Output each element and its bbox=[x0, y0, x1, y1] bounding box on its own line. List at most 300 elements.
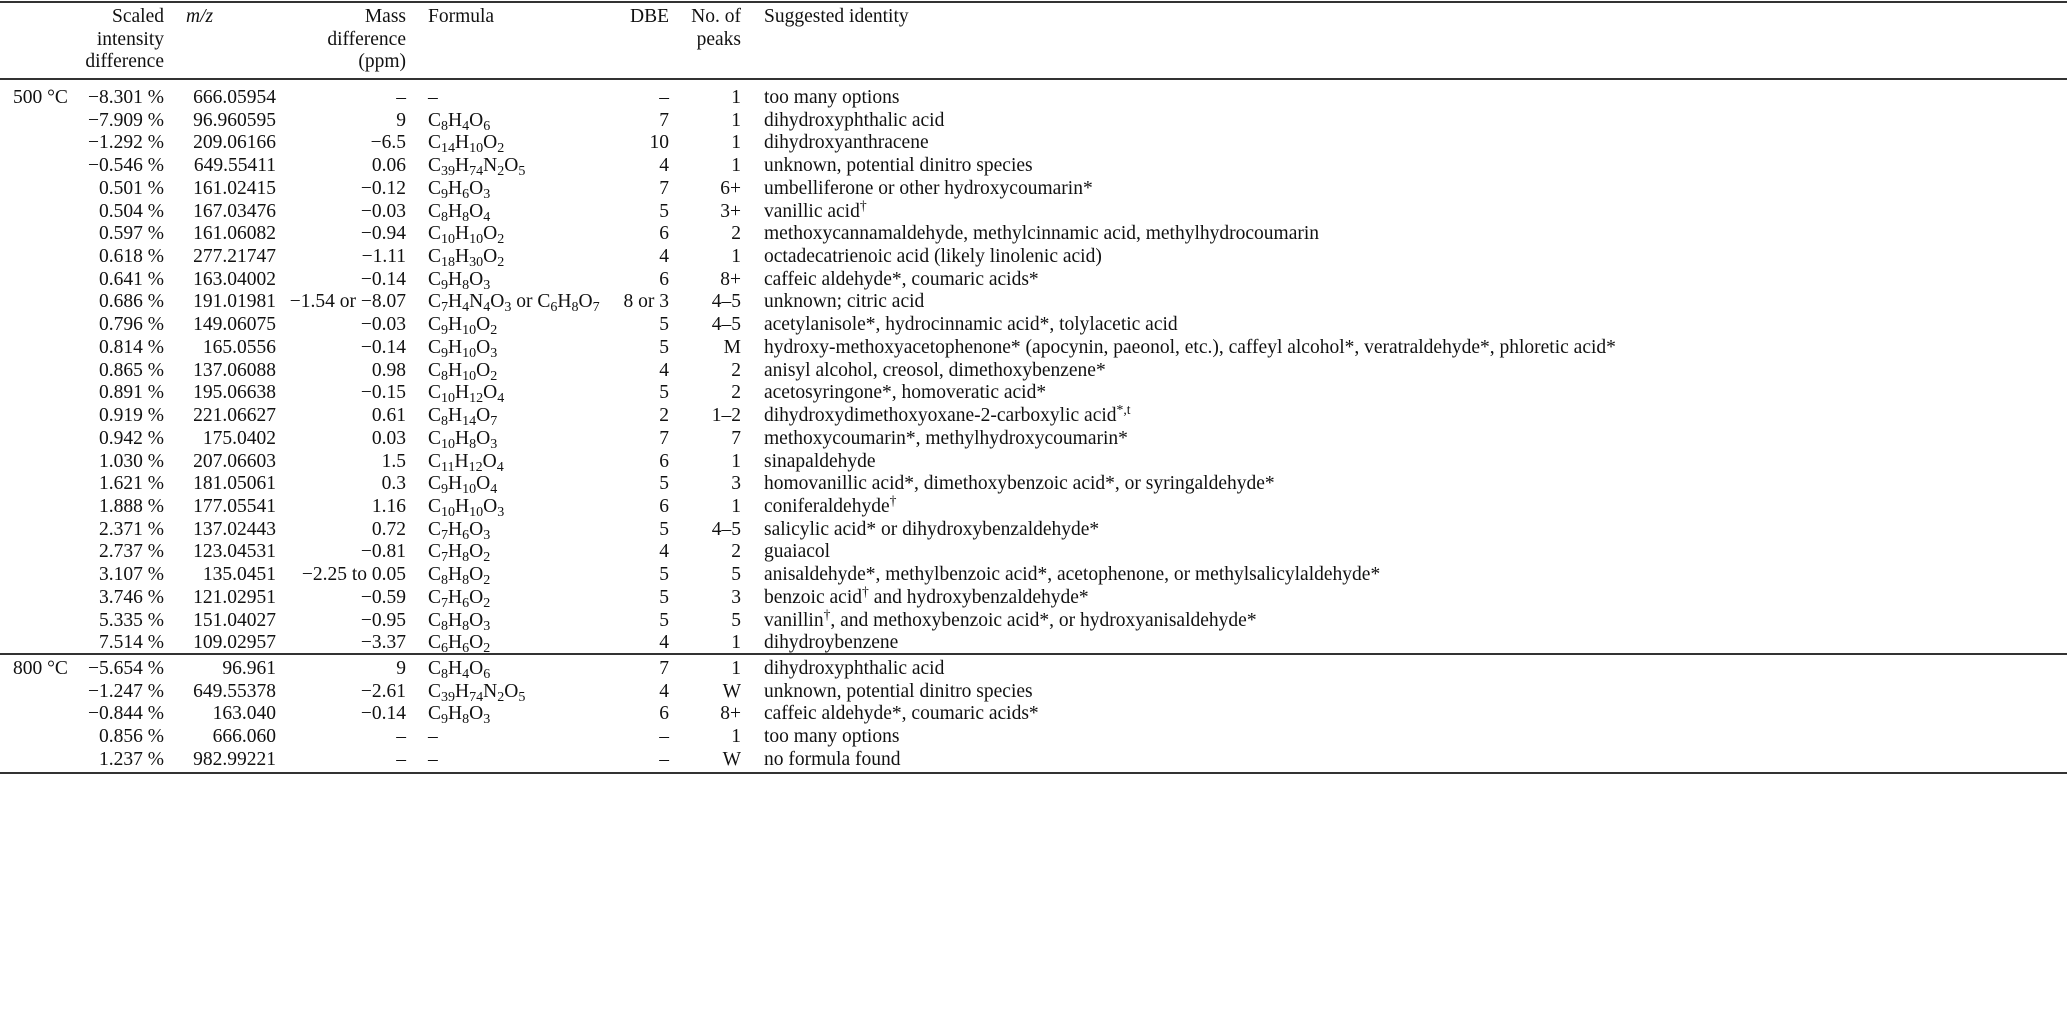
peaks-cell: 1 bbox=[731, 495, 741, 517]
formula-subscript: 39 bbox=[441, 163, 456, 180]
peaks-cell: 7 bbox=[731, 427, 741, 449]
formula-cell bbox=[428, 749, 438, 772]
peaks-cell: 3+ bbox=[720, 200, 741, 222]
identity-cell bbox=[764, 451, 876, 474]
identity-cell bbox=[764, 360, 1106, 383]
peaks-cell: 1 bbox=[731, 450, 741, 472]
formula-subscript: 10 bbox=[469, 231, 484, 248]
identity-text: methoxycannamaldehyde, methylcinnamic acid, methylhydrocoumarin bbox=[764, 223, 1320, 245]
intensity-cell: −5.654 % bbox=[88, 658, 164, 679]
formula-element: C bbox=[428, 132, 442, 154]
formula-element: H bbox=[448, 473, 463, 495]
formula-subscript: 8 bbox=[462, 617, 470, 634]
header-identity: Suggested identity bbox=[764, 6, 909, 27]
formula-subscript: 4 bbox=[462, 665, 470, 682]
identity-cell bbox=[764, 178, 1093, 201]
formula-element: O bbox=[483, 495, 498, 517]
formula-element: C bbox=[428, 495, 442, 517]
identity-cell bbox=[764, 132, 929, 155]
table-row bbox=[0, 269, 2067, 292]
peaks-cell: 1 bbox=[731, 155, 741, 177]
mass-difference-cell: – bbox=[396, 87, 406, 108]
identity-text: caffeic aldehyde*, coumaric acids* bbox=[764, 703, 1039, 725]
formula-cell bbox=[428, 201, 490, 224]
mz-cell: 109.02957 bbox=[193, 632, 276, 654]
dbe-cell: 5 bbox=[659, 382, 669, 404]
formula-element: C bbox=[428, 518, 442, 540]
mass-difference-cell: 0.98 bbox=[371, 359, 406, 381]
mz-cell: 666.05954 bbox=[193, 87, 276, 108]
header-intensity-line: difference bbox=[85, 51, 164, 72]
intensity-cell: 5.335 % bbox=[99, 609, 164, 631]
dbe-cell: 5 bbox=[659, 200, 669, 222]
table-row bbox=[0, 749, 2067, 772]
identity-text: coniferaldehyde bbox=[764, 495, 890, 517]
formula-subscript: 8 bbox=[462, 208, 470, 225]
formula-element: H bbox=[448, 658, 463, 679]
bottom-rule bbox=[0, 772, 2067, 774]
formula-subscript: 74 bbox=[469, 688, 484, 705]
mass-difference-cell: −0.95 bbox=[360, 609, 406, 631]
identity-text: homovanillic acid*, dimethoxybenzoic acid*, or syringaldehyde* bbox=[764, 473, 1275, 495]
identity-text: dihydroxydimethoxyoxane-2-carboxylic acid bbox=[764, 405, 1117, 427]
formula-element: C bbox=[428, 314, 442, 336]
formula-subscript: 9 bbox=[441, 711, 449, 728]
formula-subscript: 8 bbox=[441, 208, 449, 225]
header-intensity-line: intensity bbox=[96, 28, 164, 50]
formula-element: O bbox=[476, 336, 491, 358]
identity-text: salicylic acid* or dihydroxybenzaldehyde* bbox=[764, 518, 1100, 540]
intensity-cell: 0.597 % bbox=[99, 223, 164, 245]
formula-subscript: 2 bbox=[483, 640, 491, 657]
identity-cell bbox=[764, 703, 1039, 726]
formula-subscript: 10 bbox=[462, 322, 477, 339]
intensity-cell: 0.814 % bbox=[99, 336, 164, 358]
peaks-cell: 1 bbox=[731, 132, 741, 154]
formula-element: C bbox=[428, 109, 442, 131]
formula-element: O bbox=[483, 382, 498, 404]
formula-element: O bbox=[469, 586, 484, 608]
identity-text: no formula found bbox=[764, 748, 901, 770]
formula-subscript: 2 bbox=[497, 163, 505, 180]
formula-subscript: 7 bbox=[490, 413, 498, 429]
formula-element: O bbox=[469, 541, 484, 563]
mz-cell: 96.960595 bbox=[193, 109, 276, 131]
formula-element: H bbox=[448, 177, 463, 199]
formula-subscript: 12 bbox=[469, 390, 484, 407]
formula-element: C bbox=[428, 200, 442, 222]
identity-text: methoxycoumarin*, methylhydroxycoumarin* bbox=[764, 427, 1128, 449]
mz-cell: 649.55378 bbox=[193, 680, 276, 702]
formula-element: O bbox=[504, 680, 519, 702]
dbe-cell: 7 bbox=[659, 177, 669, 199]
formula-cell bbox=[428, 519, 490, 542]
mass-difference-cell: 1.16 bbox=[371, 495, 406, 517]
header-mass-line: difference bbox=[327, 28, 406, 50]
peaks-cell: 2 bbox=[731, 223, 741, 245]
mz-cell: 177.05541 bbox=[193, 495, 276, 517]
formula-subscript: 3 bbox=[497, 503, 505, 520]
identity-footnote-mark: *,t bbox=[1116, 402, 1131, 418]
header-mass-line: Mass bbox=[364, 6, 406, 27]
identity-text: vanillin bbox=[764, 609, 824, 631]
formula-element: O bbox=[476, 473, 491, 495]
mass-difference-cell: −3.37 bbox=[360, 632, 406, 654]
formula-element: C bbox=[428, 427, 442, 449]
formula-subscript: 8 bbox=[441, 117, 449, 134]
formula-subscript: 7 bbox=[441, 299, 449, 316]
formula-element: O bbox=[469, 109, 484, 131]
mass-difference-cell: −0.14 bbox=[360, 268, 406, 290]
formula-subscript: 6 bbox=[462, 185, 470, 202]
formula-element: C bbox=[428, 382, 442, 404]
formula-subscript: 8 bbox=[441, 367, 449, 384]
mass-difference-cell: −2.25 to 0.05 bbox=[301, 564, 406, 586]
formula-element: H bbox=[455, 132, 470, 154]
identity-text: unknown; citric acid bbox=[764, 291, 925, 313]
dbe-cell: 2 bbox=[659, 405, 669, 427]
formula-element: O bbox=[469, 177, 484, 199]
mass-difference-cell: 0.03 bbox=[371, 427, 406, 449]
dbe-cell: – bbox=[659, 748, 669, 770]
formula-subscript: 3 bbox=[483, 617, 491, 634]
formula-subscript: 2 bbox=[483, 572, 491, 589]
formula-element: or C bbox=[511, 291, 551, 313]
dbe-cell: 4 bbox=[659, 680, 669, 702]
identity-cell bbox=[764, 155, 1033, 178]
formula-element: H bbox=[455, 246, 470, 268]
formula-subscript: 6 bbox=[550, 299, 558, 316]
identity-cell bbox=[764, 110, 944, 133]
temperature-group-label: 800 °C bbox=[13, 658, 68, 679]
identity-text: anisyl alcohol, creosol, dimethoxybenzene* bbox=[764, 359, 1106, 381]
mass-difference-cell: −0.14 bbox=[360, 336, 406, 358]
formula-cell bbox=[428, 291, 600, 314]
mass-difference-cell: 0.3 bbox=[381, 473, 406, 495]
table-row bbox=[0, 382, 2067, 405]
intensity-cell: 0.504 % bbox=[99, 200, 164, 222]
formula-subscript: 8 bbox=[462, 276, 470, 293]
formula-element: O bbox=[476, 359, 491, 381]
formula-element: C bbox=[428, 586, 442, 608]
identity-cell bbox=[764, 382, 1046, 405]
mass-difference-cell: 9 bbox=[396, 658, 406, 679]
table-row bbox=[0, 493, 2067, 520]
dbe-cell: 6 bbox=[659, 268, 669, 290]
table-row bbox=[0, 451, 2067, 474]
formula-subscript: 8 bbox=[441, 572, 449, 589]
formula-element: O bbox=[476, 314, 491, 336]
formula-element: C bbox=[428, 564, 442, 586]
formula-element: O bbox=[483, 246, 498, 268]
formula-subscript: 2 bbox=[497, 253, 505, 270]
formula-cell bbox=[428, 337, 497, 360]
dbe-cell: 5 bbox=[659, 473, 669, 495]
formula-element: O bbox=[578, 291, 593, 313]
formula-subscript: 2 bbox=[490, 367, 498, 384]
formula-element: C bbox=[428, 658, 442, 679]
peaks-cell: 2 bbox=[731, 359, 741, 381]
dbe-cell: – bbox=[659, 87, 669, 108]
formula-element: H bbox=[448, 109, 463, 131]
intensity-cell: −0.844 % bbox=[88, 703, 164, 725]
formula-element: H bbox=[557, 291, 572, 313]
formula-subscript: 8 bbox=[462, 549, 470, 566]
formula-element: O bbox=[469, 200, 484, 222]
formula-subscript: 8 bbox=[469, 435, 477, 452]
identity-text: anisaldehyde*, methylbenzoic acid*, acetophenone, or methylsalicylaldehyde* bbox=[764, 564, 1381, 586]
formula-subscript: 2 bbox=[497, 688, 505, 705]
identity-text: vanillic acid bbox=[764, 200, 860, 222]
formula-element: O bbox=[469, 703, 484, 725]
dbe-cell: 7 bbox=[659, 427, 669, 449]
formula-element: H bbox=[454, 450, 469, 472]
formula-subscript: 4 bbox=[496, 458, 504, 475]
table-row bbox=[0, 155, 2067, 178]
table-row bbox=[0, 291, 2067, 314]
formula-element: O bbox=[469, 564, 484, 586]
mz-cell: 666.060 bbox=[212, 726, 276, 748]
formula-subscript: 3 bbox=[504, 299, 512, 316]
formula-element: O bbox=[469, 268, 484, 290]
intensity-cell: 0.641 % bbox=[99, 268, 164, 290]
identity-text: dihydroxyanthracene bbox=[764, 132, 929, 154]
formula-element: C bbox=[428, 450, 442, 472]
formula-element: C bbox=[428, 177, 442, 199]
dbe-cell: 7 bbox=[659, 109, 669, 131]
mz-cell: 191.01981 bbox=[193, 291, 276, 313]
identity-cell bbox=[764, 246, 1102, 269]
formula-cell bbox=[428, 473, 497, 496]
formula-cell bbox=[428, 658, 490, 681]
table-row bbox=[0, 314, 2067, 337]
formula-element: O bbox=[476, 405, 491, 427]
identity-text: dihydroxyphthalic acid bbox=[764, 109, 945, 131]
formula-subscript: 4 bbox=[462, 117, 470, 134]
formula-subscript: 9 bbox=[441, 185, 449, 202]
mz-cell: 175.0402 bbox=[202, 427, 276, 449]
formula-subscript: 10 bbox=[469, 503, 484, 520]
peaks-cell: 1 bbox=[731, 658, 741, 679]
mz-cell: 163.04002 bbox=[193, 268, 276, 290]
identity-cell bbox=[764, 197, 867, 224]
intensity-cell: 0.501 % bbox=[99, 177, 164, 199]
formula-element: H bbox=[448, 518, 463, 540]
table-row bbox=[0, 87, 2067, 110]
formula-element: H bbox=[448, 405, 463, 427]
mz-cell: 195.06638 bbox=[193, 382, 276, 404]
peaks-cell: 4–5 bbox=[711, 314, 741, 336]
formula-subscript: 8 bbox=[571, 299, 579, 316]
dbe-cell: 5 bbox=[659, 609, 669, 631]
formula-subscript: 2 bbox=[490, 322, 498, 339]
formula-subscript: 2 bbox=[483, 549, 491, 566]
intensity-cell: 0.942 % bbox=[99, 427, 164, 449]
formula-cell bbox=[428, 726, 438, 749]
identity-text: too many options bbox=[764, 87, 900, 108]
formula-element: C bbox=[428, 473, 442, 495]
formula-subscript: 10 bbox=[469, 140, 484, 157]
formula-element: H bbox=[455, 223, 470, 245]
identity-footnote-mark: † bbox=[823, 606, 831, 622]
formula-element: H bbox=[448, 564, 463, 586]
table-row bbox=[0, 402, 2067, 429]
dbe-cell: 4 bbox=[659, 541, 669, 563]
formula-element: C bbox=[428, 268, 442, 290]
dbe-cell: 5 bbox=[659, 314, 669, 336]
mass-difference-cell: −0.03 bbox=[360, 314, 406, 336]
identity-text: octadecatrienoic acid (likely linolenic acid) bbox=[764, 246, 1102, 268]
identity-cell bbox=[764, 223, 1319, 246]
formula-subscript: 4 bbox=[497, 390, 505, 407]
identity-text-tail: , and methoxybenzoic acid*, or hydroxyanisaldehyde* bbox=[830, 609, 1257, 631]
formula-subscript: 10 bbox=[441, 231, 456, 248]
identity-text: unknown, potential dinitro species bbox=[764, 680, 1033, 702]
formula-element: H bbox=[448, 359, 463, 381]
formula-subscript: 3 bbox=[483, 185, 491, 202]
formula-element: H bbox=[448, 609, 463, 631]
dbe-cell: 5 bbox=[659, 586, 669, 608]
intensity-cell: −1.292 % bbox=[88, 132, 164, 154]
table-row bbox=[0, 541, 2067, 564]
formula-element: C bbox=[428, 223, 442, 245]
formula-element: C bbox=[428, 405, 442, 427]
formula-subscript: 10 bbox=[441, 435, 456, 452]
header-mz-label: m/z bbox=[186, 6, 214, 27]
mass-difference-cell: −2.61 bbox=[360, 680, 406, 702]
peaks-cell: 4–5 bbox=[711, 291, 741, 313]
table-row bbox=[0, 197, 2067, 225]
mass-difference-cell: −0.94 bbox=[360, 223, 406, 245]
mz-cell: 135.0451 bbox=[202, 564, 276, 586]
formula-subscript: 4 bbox=[462, 299, 470, 316]
intensity-cell: 2.737 % bbox=[99, 541, 164, 563]
table-row bbox=[0, 178, 2067, 201]
formula-subscript: 12 bbox=[468, 458, 483, 475]
formula-element: C bbox=[428, 246, 442, 268]
formula-element: H bbox=[455, 382, 470, 404]
intensity-cell: 0.796 % bbox=[99, 314, 164, 336]
peaks-cell: 5 bbox=[731, 564, 741, 586]
intensity-cell: 2.371 % bbox=[99, 518, 164, 540]
formula-subscript: 6 bbox=[483, 117, 491, 134]
table-row bbox=[0, 632, 2067, 655]
formula-cell bbox=[428, 632, 490, 655]
mz-cell: 181.05061 bbox=[193, 473, 276, 495]
formula-subscript: 6 bbox=[462, 640, 470, 657]
mz-cell: 167.03476 bbox=[193, 200, 276, 222]
formula-element: O bbox=[469, 658, 484, 679]
peaks-cell: 1 bbox=[731, 246, 741, 268]
mz-cell: 137.06088 bbox=[193, 359, 276, 381]
formula-cell bbox=[428, 587, 490, 610]
intensity-cell: 7.514 % bbox=[99, 632, 164, 654]
identity-cell bbox=[764, 269, 1039, 292]
intensity-cell: 0.856 % bbox=[99, 726, 164, 748]
formula-element: C bbox=[428, 291, 442, 313]
formula-subscript: 3 bbox=[483, 276, 491, 293]
formula-subscript: 8 bbox=[441, 413, 449, 429]
formula-subscript: 9 bbox=[441, 276, 449, 293]
peaks-cell: 3 bbox=[731, 586, 741, 608]
formula-subscript: 3 bbox=[490, 344, 498, 361]
mz-cell: 221.06627 bbox=[193, 405, 276, 427]
formula-element: H bbox=[448, 291, 463, 313]
dbe-cell: 6 bbox=[659, 703, 669, 725]
formula-cell bbox=[428, 87, 438, 110]
dbe-cell: 7 bbox=[659, 658, 669, 679]
intensity-cell: −7.909 % bbox=[88, 109, 164, 131]
formula-subscript: 11 bbox=[441, 458, 455, 475]
formula-subscript: 4 bbox=[483, 208, 491, 225]
table-row bbox=[0, 223, 2067, 246]
mass-difference-cell: −0.15 bbox=[360, 382, 406, 404]
identity-cell bbox=[764, 541, 830, 564]
formula-element: H bbox=[455, 427, 470, 449]
formula-subscript: 74 bbox=[469, 163, 484, 180]
header-dbe: DBE bbox=[630, 6, 669, 27]
intensity-cell: 1.621 % bbox=[99, 473, 164, 495]
identity-cell bbox=[764, 564, 1380, 587]
formula-element: C bbox=[428, 680, 442, 702]
formula-element: O bbox=[483, 223, 498, 245]
identity-footnote-mark: † bbox=[862, 584, 869, 600]
peaks-cell: 8+ bbox=[720, 268, 741, 290]
table-row bbox=[0, 110, 2067, 133]
peaks-cell: 1 bbox=[731, 109, 741, 131]
identity-cell bbox=[764, 606, 1257, 633]
formula-element: H bbox=[448, 314, 463, 336]
formula-element: H bbox=[448, 541, 463, 563]
header-intensity-line: Scaled bbox=[112, 6, 164, 27]
dbe-cell: 4 bbox=[659, 632, 669, 654]
header-intensity bbox=[85, 6, 164, 74]
table-row bbox=[0, 519, 2067, 542]
intensity-cell: 3.746 % bbox=[99, 586, 164, 608]
identity-text: unknown, potential dinitro species bbox=[764, 155, 1033, 177]
table-row bbox=[0, 681, 2067, 704]
identity-cell bbox=[764, 428, 1128, 451]
intensity-cell: 1.030 % bbox=[99, 450, 164, 472]
formula-subscript: 6 bbox=[441, 640, 449, 657]
formula-cell bbox=[428, 496, 504, 519]
peaks-cell: 4–5 bbox=[711, 518, 741, 540]
temperature-group-label: 500 °C bbox=[13, 87, 68, 108]
formula-element: O bbox=[490, 291, 505, 313]
formula-subscript: 4 bbox=[483, 299, 491, 316]
formula-subscript: 8 bbox=[462, 572, 470, 589]
formula-subscript: 18 bbox=[441, 253, 456, 270]
intensity-cell: 0.686 % bbox=[99, 291, 164, 313]
dbe-cell: 4 bbox=[659, 246, 669, 268]
dbe-cell: 8 or 3 bbox=[623, 291, 669, 313]
mass-difference-cell: – bbox=[396, 726, 406, 748]
formula-subscript: 9 bbox=[441, 481, 449, 498]
identity-cell bbox=[764, 658, 944, 681]
identity-text: too many options bbox=[764, 726, 900, 748]
table-row bbox=[0, 564, 2067, 587]
formula-subscript: 3 bbox=[490, 435, 498, 452]
mass-difference-cell: −0.81 bbox=[360, 541, 406, 563]
identity-cell bbox=[764, 291, 924, 314]
identity-cell bbox=[764, 87, 899, 110]
formula-element: C bbox=[428, 703, 442, 725]
formula-cell bbox=[428, 405, 497, 428]
identity-text: dihydroxyphthalic acid bbox=[764, 658, 945, 679]
formula-element: H bbox=[448, 586, 463, 608]
identity-cell bbox=[764, 726, 899, 749]
header-mz bbox=[186, 6, 213, 29]
